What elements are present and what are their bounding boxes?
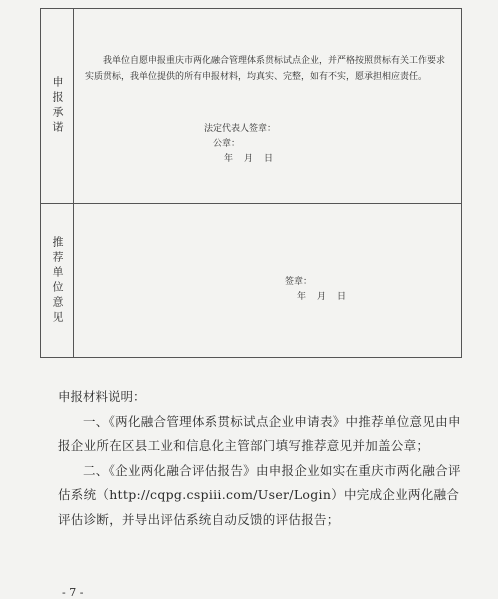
recommend-label-cell: [41, 204, 74, 358]
notes-item-1: 一、《两化融合管理体系贯标试点企业申请表》中推荐单位意见由申报企业所在区县工业和信息化主管部门填写推荐意见并加盖公章；: [58, 413, 461, 453]
application-notes: [58, 385, 462, 532]
recommend-content-cell: [73, 204, 461, 358]
pledge-statement: 我单位自愿申报重庆市两化融合管理体系贯标试点企业，并严格按照贯标有关工作要求实质贯标，我单位提供的所有申报材料，均真实、完整，如有不实，愿承担相应责任。: [85, 56, 446, 82]
pledge-content-cell: [73, 9, 461, 203]
recommend-signature-label: 签章：: [285, 277, 313, 287]
legal-rep-signature-label: 法定代表人签章：: [204, 124, 277, 134]
recommend-label: 推荐单位意见: [51, 236, 64, 326]
notes-heading: 申报材料说明：: [58, 389, 146, 404]
recommend-row: [41, 204, 461, 358]
pledge-label-cell: [41, 9, 74, 203]
pledge-row: [41, 9, 461, 204]
notes-item-2: 二、《企业两化融合评估报告》由申报企业如实在重庆市两化融合评估系统（http://cqpg.cspiii.com/User/Login）中完成企业两化融合评估诊断，并导出评估系统自动反馈的评估报告；: [58, 462, 461, 527]
pledge-label: 申报承诺: [51, 76, 64, 136]
application-form-table: [40, 8, 462, 358]
recommend-date-label: 年 月 日: [297, 292, 348, 302]
official-seal-label: 公章：: [213, 139, 241, 149]
pledge-date-label: 年 月 日: [224, 154, 275, 164]
page-number: - 7 -: [62, 586, 84, 599]
